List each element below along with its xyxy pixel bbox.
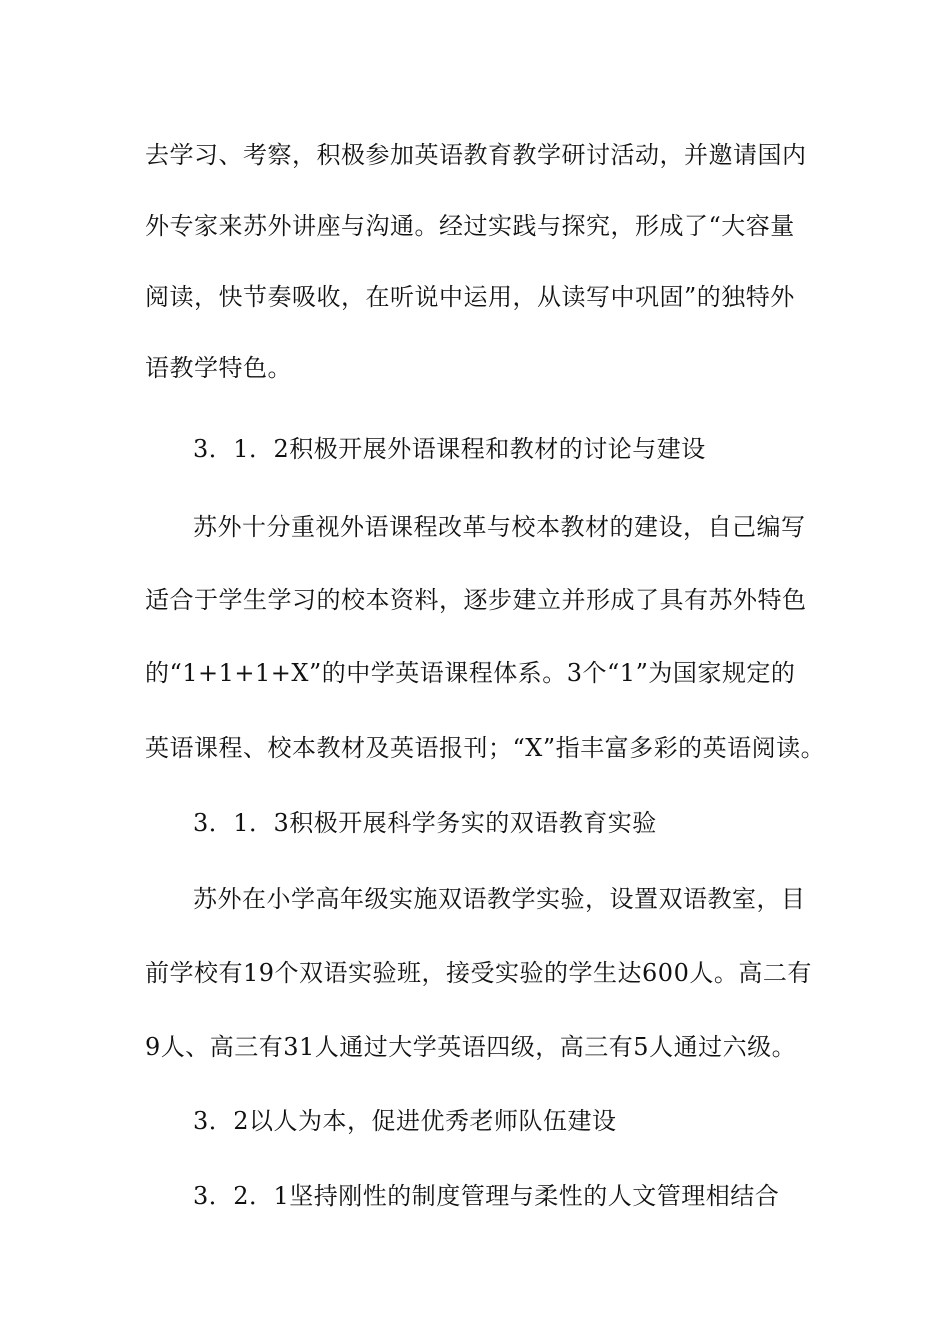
paragraph-line: 语教学特色。: [145, 354, 292, 382]
paragraph-line: 适合于学生学习的校本资料，逐步建立并形成了具有苏外特色: [145, 586, 807, 614]
paragraph-line: 前学校有19个双语实验班，接受实验的学生达600人。高二有: [145, 959, 812, 987]
section-heading: 3．1．2积极开展外语课程和教材的讨论与建设: [193, 435, 706, 463]
paragraph-line: 苏外十分重视外语课程改革与校本教材的建设，自己编写: [193, 513, 806, 541]
paragraph-line: 外专家来苏外讲座与沟通。经过实践与探究，形成了“大容量: [145, 212, 795, 240]
paragraph-line: 9人、高三有31人通过大学英语四级，高三有5人通过六级。: [145, 1033, 797, 1061]
section-heading: 3．2．1坚持刚性的制度管理与柔性的人文管理相结合: [193, 1182, 780, 1210]
paragraph-line: 去学习、考察，积极参加英语教育教学研讨活动，并邀请国内: [145, 141, 807, 169]
paragraph-line: 英语课程、校本教材及英语报刊；“X”指丰富多彩的英语阅读。: [145, 734, 826, 762]
section-heading: 3．1．3积极开展科学务实的双语教育实验: [193, 809, 657, 837]
paragraph-line: 的“1+1+1+X”的中学英语课程体系。3个“1”为国家规定的: [145, 659, 796, 687]
section-heading: 3．2以人为本，促进优秀老师队伍建设: [193, 1107, 617, 1135]
paragraph-line: 阅读，快节奏吸收，在听说中运用，从读写中巩固”的独特外: [145, 283, 795, 311]
paragraph-line: 苏外在小学高年级实施双语教学实验，设置双语教室，目: [193, 885, 806, 913]
